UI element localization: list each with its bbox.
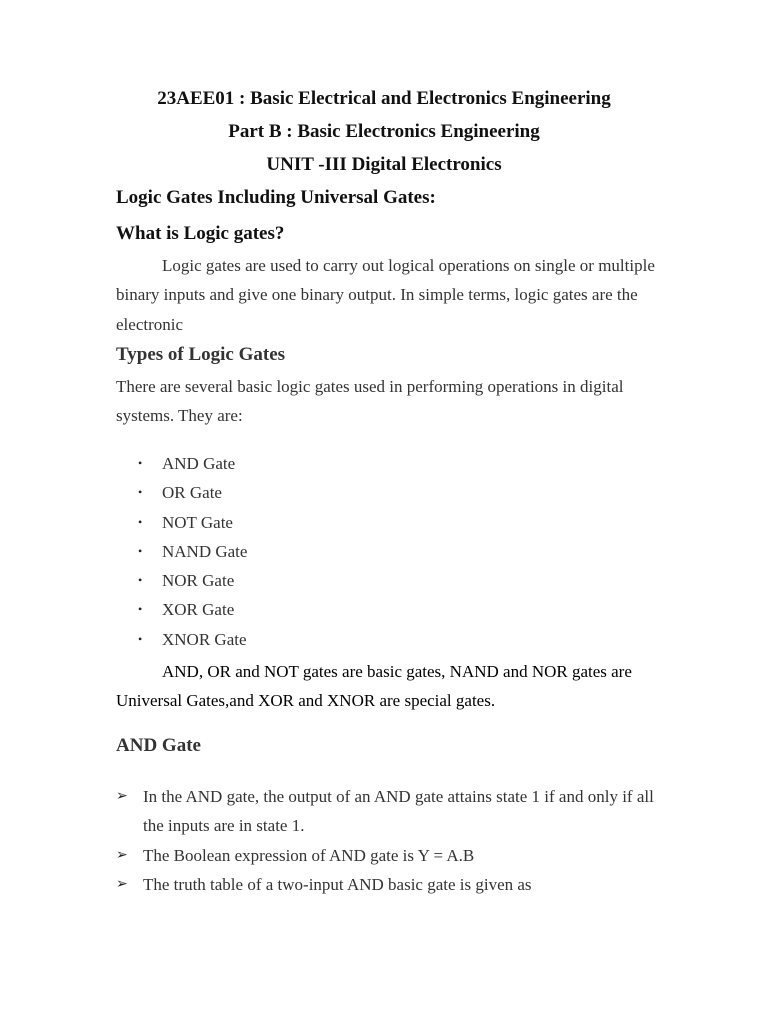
list-item-label: XNOR Gate [162,629,247,649]
bullet-icon: • [138,543,143,558]
list-item-label: The truth table of a two-input AND basic gate is given as [143,874,532,894]
list-item-label: NOR Gate [162,571,235,591]
list-item-label: AND Gate [162,454,236,473]
list-item-label: The Boolean expression of AND gate is Y = A.B [143,845,475,865]
unit-title: UNIT -III Digital Electronics [266,154,502,175]
gates-summary-paragraph: AND, OR and NOT gates are basic gates, NAND and NOR gates are Universal Gates,and XOR and XNOR are special gates. [116,662,632,711]
course-title: 23AEE01 : Basic Electrical and Electronics Engineering [157,88,611,109]
part-title: Part B : Basic Electronics Engineering [228,121,540,142]
list-item-label: XOR Gate [162,600,235,620]
list-item-label: In the AND gate, the output of an AND gate attains state 1 if and only if all the inputs are in state 1. [143,787,654,836]
bullet-icon: • [138,485,143,500]
what-is-logic-gates-heading: What is Logic gates? [116,223,285,244]
list-item [116,870,661,899]
arrow-bullet-icon: ➢ [116,846,128,863]
bullet-icon: • [138,631,143,646]
arrow-bullet-icon: ➢ [116,875,128,892]
bullet-icon: • [138,514,143,529]
types-of-logic-gates-heading: Types of Logic Gates [116,344,286,365]
arrow-bullet-icon: ➢ [116,788,128,804]
list-item [116,782,661,841]
logic-gates-heading: Logic Gates Including Universal Gates: [116,187,436,208]
list-item-label: NAND Gate [162,541,248,561]
list-item-label: NOT Gate [162,512,233,532]
bullet-icon: • [138,456,143,470]
list-item-label: OR Gate [162,483,222,503]
logic-gates-definition: Logic gates are used to carry out logical operations on single or multiple binary inputs and give one binary output. In simple terms, logic gates are the electronic [116,256,655,334]
bullet-icon: • [138,602,143,617]
bullet-icon: • [138,573,143,588]
and-gate-points [116,782,661,899]
and-gate-heading: AND Gate [116,735,201,756]
types-intro-paragraph: There are several basic logic gates used in performing operations in digital systems. They are: [116,377,624,426]
list-item [116,841,661,870]
